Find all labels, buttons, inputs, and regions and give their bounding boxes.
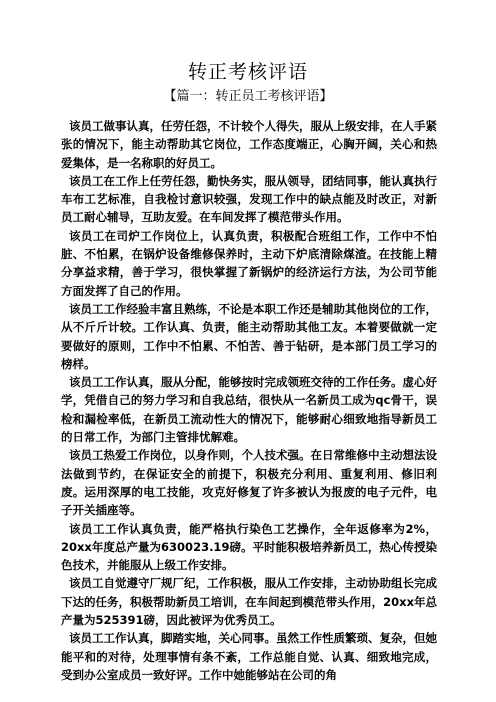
document-title: 转正考核评语 bbox=[187, 61, 308, 83]
paragraph-2: 该员工在工作上任劳任怨，勤快务实，服从领导，团结同事，能认真执行车布工艺标准，自我检讨意识较强，发现工作中的缺点能及时改正，对新员工耐心辅导，互助友爱。在车间发挥了模范带头作用。 bbox=[61, 173, 437, 225]
paragraph-4: 该员工工作经验丰富且熟练，不论是本职工作还是辅助其他岗位的工作，从不斤斤计较。工作认真、负责，能主动帮助其他工友。本着要做就一定要做好的原则，工作中不怕累、不怕苦、善于钻研，是本部门员工学习的榜样。 bbox=[61, 301, 437, 371]
paragraph-3: 该员工在司炉工作岗位上，认真负责，积极配合班组工作，工作中不怕脏、不怕累，在锅炉设备维修保养时，主动下炉底清除煤渣。在技能上精分享益求精，善于学习，很快掌握了新锅炉的经济运行方法，为公司节能方面发挥了自己的作用。 bbox=[61, 228, 437, 298]
paragraph-8: 该员工自觉遵守厂规厂纪，工作积极，服从工作安排，主动协助组长完成下达的任务，积极帮助新员工培训，在车间起到模范带头作用，20xx年总产量为525391磅，因此被评为优秀员工。 bbox=[61, 576, 437, 628]
section-heading: 【篇一：转正员工考核评语】 bbox=[163, 89, 333, 104]
paragraph-9: 该员工工作认真，脚踏实地，关心同事。虽然工作性质繁琐、复杂，但她能平和的对待，处理事情有条不紊，工作总能自觉、认真、细致地完成，受到办公室成员一致好评。工作中她能够站在公司的角 bbox=[61, 631, 437, 682]
paragraph-1: 该员工做事认真，任劳任怨，不计较个人得失，服从上级安排，在人手紧张的情况下，能主动帮助其它岗位，工作态度端正，心胸开阔，关心和热爱集体，是一名称职的好员工。 bbox=[61, 119, 437, 170]
paragraph-5: 该员工工作认真，服从分配，能够按时完成领班交待的工作任务。虚心好学，凭借自己的努力学习和自我总结，很快从一名新员工成为qc骨干，误检和漏检率低，在新员工流动性大的情况下，能够耐心细致地指导新员工的日常工作，为部门主管排忧解难。 bbox=[61, 375, 437, 445]
paragraph-6: 该员工热爱工作岗位，以身作则，个人技术强。在日常维修中主动想法设法做到节约，在保证安全的前提下，积极充分利用、重复利用、修旧利废。运用深厚的电工技能，攻克好修复了许多被认为报废的电子元件，电子开关插座等。 bbox=[61, 448, 437, 518]
document-body bbox=[61, 117, 437, 684]
paragraph-7: 该员工工作认真负责，能严格执行染色工艺操作，全年返修率为2%，20xx年度总产量为630023.19磅。平时能积极培养新员工，热心传授染色技术，并能服从上级工作安排。 bbox=[61, 521, 437, 573]
